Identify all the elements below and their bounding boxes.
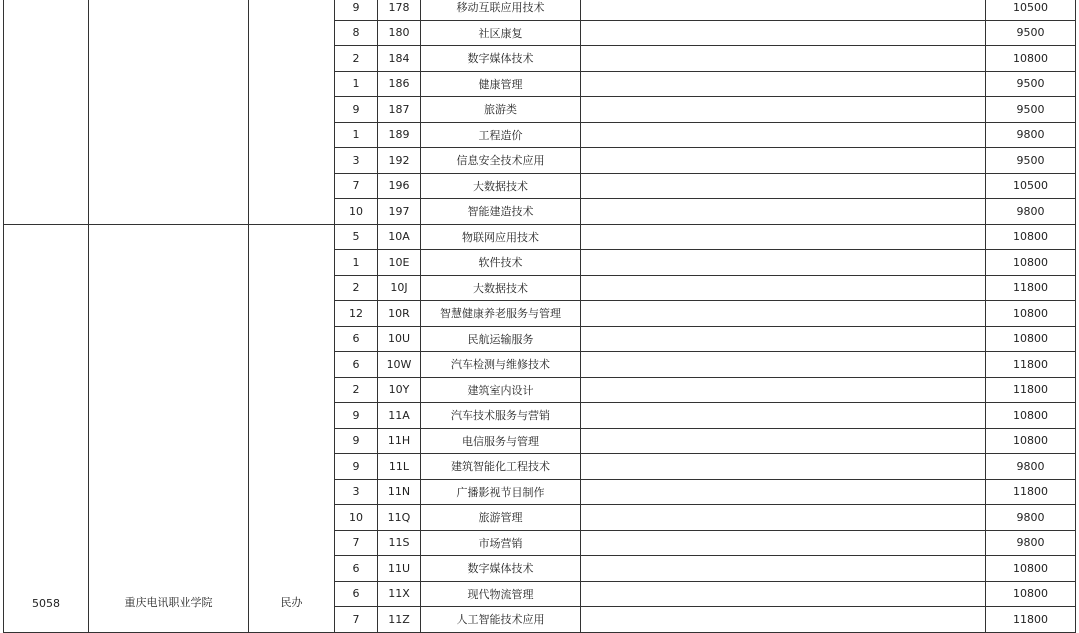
- school-code-cell: 5058: [4, 224, 89, 632]
- note-cell: [581, 0, 986, 20]
- major-name-cell: 建筑室内设计: [421, 377, 581, 403]
- plan-count-cell: 1: [335, 71, 378, 97]
- note-cell: [581, 581, 986, 607]
- tuition-fee-cell: 10500: [986, 173, 1076, 199]
- plan-count-cell: 6: [335, 581, 378, 607]
- major-name-cell: 民航运输服务: [421, 326, 581, 352]
- note-cell: [581, 479, 986, 505]
- major-name-cell: 人工智能技术应用: [421, 607, 581, 633]
- major-name-cell: 移动互联应用技术: [421, 0, 581, 20]
- tuition-fee-cell: 11800: [986, 479, 1076, 505]
- plan-count-cell: 1: [335, 250, 378, 276]
- note-cell: [581, 377, 986, 403]
- school-name-cell: 重庆电讯职业学院: [89, 224, 249, 632]
- school-code-cell: [4, 0, 89, 224]
- plan-count-cell: 6: [335, 326, 378, 352]
- major-name-cell: 汽车检测与维修技术: [421, 352, 581, 378]
- plan-count-cell: 7: [335, 607, 378, 633]
- major-code-cell: 10U: [378, 326, 421, 352]
- note-cell: [581, 122, 986, 148]
- major-code-cell: 197: [378, 199, 421, 225]
- major-code-cell: 180: [378, 20, 421, 46]
- note-cell: [581, 454, 986, 480]
- tuition-fee-cell: 11800: [986, 607, 1076, 633]
- plan-count-cell: 2: [335, 377, 378, 403]
- major-code-cell: 10A: [378, 224, 421, 250]
- major-name-cell: 物联网应用技术: [421, 224, 581, 250]
- tuition-fee-cell: 10800: [986, 301, 1076, 327]
- major-name-cell: 市场营销: [421, 530, 581, 556]
- plan-count-cell: 3: [335, 148, 378, 174]
- major-name-cell: 建筑智能化工程技术: [421, 454, 581, 480]
- note-cell: [581, 556, 986, 582]
- note-cell: [581, 148, 986, 174]
- note-cell: [581, 403, 986, 429]
- major-code-cell: 184: [378, 46, 421, 72]
- major-name-cell: 大数据技术: [421, 275, 581, 301]
- major-name-cell: 智慧健康养老服务与管理: [421, 301, 581, 327]
- major-name-cell: 数字媒体技术: [421, 46, 581, 72]
- note-cell: [581, 301, 986, 327]
- tuition-fee-cell: 10800: [986, 46, 1076, 72]
- tuition-fee-cell: 9800: [986, 122, 1076, 148]
- note-cell: [581, 326, 986, 352]
- plan-count-cell: 2: [335, 46, 378, 72]
- note-cell: [581, 173, 986, 199]
- major-code-cell: 10Y: [378, 377, 421, 403]
- plan-count-cell: 9: [335, 454, 378, 480]
- tuition-fee-cell: 10800: [986, 556, 1076, 582]
- major-code-cell: 178: [378, 0, 421, 20]
- note-cell: [581, 71, 986, 97]
- major-name-cell: 数字媒体技术: [421, 556, 581, 582]
- major-code-cell: 11S: [378, 530, 421, 556]
- school-name-cell: [89, 0, 249, 224]
- major-code-cell: 10W: [378, 352, 421, 378]
- major-code-cell: 11A: [378, 403, 421, 429]
- tuition-fee-cell: 10800: [986, 224, 1076, 250]
- major-code-cell: 10R: [378, 301, 421, 327]
- table-row: [4, 0, 1076, 20]
- major-name-cell: 电信服务与管理: [421, 428, 581, 454]
- tuition-fee-cell: 10500: [986, 0, 1076, 20]
- plan-count-cell: 5: [335, 224, 378, 250]
- major-name-cell: 智能建造技术: [421, 199, 581, 225]
- plan-count-cell: 7: [335, 173, 378, 199]
- major-code-cell: 192: [378, 148, 421, 174]
- major-code-cell: 11Q: [378, 505, 421, 531]
- note-cell: [581, 46, 986, 72]
- tuition-fee-cell: 9800: [986, 454, 1076, 480]
- plan-count-cell: 3: [335, 479, 378, 505]
- tuition-fee-cell: 10800: [986, 428, 1076, 454]
- tuition-fee-cell: 10800: [986, 326, 1076, 352]
- plan-count-cell: 6: [335, 352, 378, 378]
- note-cell: [581, 97, 986, 123]
- tuition-fee-cell: 9500: [986, 97, 1076, 123]
- tuition-fee-cell: 11800: [986, 377, 1076, 403]
- tuition-fee-cell: 10800: [986, 581, 1076, 607]
- plan-count-cell: 9: [335, 403, 378, 429]
- school-type-cell: [249, 0, 335, 224]
- plan-count-cell: 7: [335, 530, 378, 556]
- major-name-cell: 广播影视节目制作: [421, 479, 581, 505]
- plan-count-cell: 12: [335, 301, 378, 327]
- major-name-cell: 社区康复: [421, 20, 581, 46]
- note-cell: [581, 530, 986, 556]
- note-cell: [581, 275, 986, 301]
- note-cell: [581, 505, 986, 531]
- major-name-cell: 软件技术: [421, 250, 581, 276]
- major-name-cell: 旅游管理: [421, 505, 581, 531]
- major-code-cell: 11Z: [378, 607, 421, 633]
- note-cell: [581, 250, 986, 276]
- tuition-fee-cell: 11800: [986, 352, 1076, 378]
- major-code-cell: 187: [378, 97, 421, 123]
- tuition-fee-cell: 10800: [986, 403, 1076, 429]
- tuition-fee-cell: 9800: [986, 505, 1076, 531]
- major-name-cell: 现代物流管理: [421, 581, 581, 607]
- major-code-cell: 11X: [378, 581, 421, 607]
- major-code-cell: 189: [378, 122, 421, 148]
- plan-count-cell: 2: [335, 275, 378, 301]
- note-cell: [581, 428, 986, 454]
- table-row: [4, 224, 1076, 250]
- major-code-cell: 11H: [378, 428, 421, 454]
- note-cell: [581, 199, 986, 225]
- plan-count-cell: 10: [335, 505, 378, 531]
- major-code-cell: 11U: [378, 556, 421, 582]
- major-name-cell: 大数据技术: [421, 173, 581, 199]
- tuition-fee-cell: 9800: [986, 199, 1076, 225]
- major-name-cell: 信息安全技术应用: [421, 148, 581, 174]
- plan-count-cell: 9: [335, 97, 378, 123]
- major-code-cell: 196: [378, 173, 421, 199]
- major-name-cell: 汽车技术服务与营销: [421, 403, 581, 429]
- plan-count-cell: 1: [335, 122, 378, 148]
- plan-count-cell: 9: [335, 0, 378, 20]
- school-type-cell: 民办: [249, 224, 335, 632]
- plan-count-cell: 6: [335, 556, 378, 582]
- plan-count-cell: 9: [335, 428, 378, 454]
- enrollment-table: [3, 0, 1076, 633]
- tuition-fee-cell: 9500: [986, 71, 1076, 97]
- note-cell: [581, 607, 986, 633]
- plan-count-cell: 10: [335, 199, 378, 225]
- tuition-fee-cell: 9500: [986, 20, 1076, 46]
- tuition-fee-cell: 11800: [986, 275, 1076, 301]
- major-code-cell: 186: [378, 71, 421, 97]
- note-cell: [581, 224, 986, 250]
- major-code-cell: 11N: [378, 479, 421, 505]
- major-name-cell: 健康管理: [421, 71, 581, 97]
- major-code-cell: 10J: [378, 275, 421, 301]
- note-cell: [581, 20, 986, 46]
- plan-count-cell: 8: [335, 20, 378, 46]
- note-cell: [581, 352, 986, 378]
- tuition-fee-cell: 9800: [986, 530, 1076, 556]
- tuition-fee-cell: 9500: [986, 148, 1076, 174]
- tuition-fee-cell: 10800: [986, 250, 1076, 276]
- major-code-cell: 11L: [378, 454, 421, 480]
- major-name-cell: 工程造价: [421, 122, 581, 148]
- major-code-cell: 10E: [378, 250, 421, 276]
- major-name-cell: 旅游类: [421, 97, 581, 123]
